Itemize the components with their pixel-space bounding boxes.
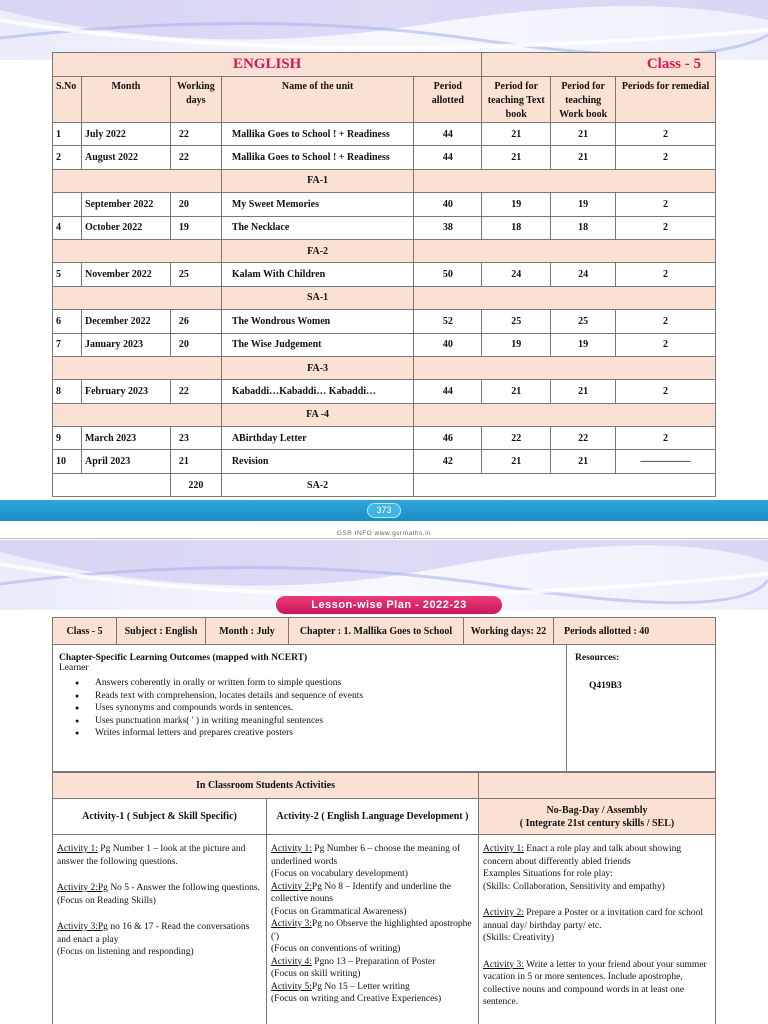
list-item: ● Uses synonyms and compounds words in sentences.: [75, 702, 560, 715]
cell-sno: 8: [53, 380, 82, 403]
table-row: [53, 123, 716, 146]
cell-allotted: 44: [414, 123, 482, 146]
cell-remedial: 2: [616, 380, 716, 403]
cell-month: August 2022: [81, 146, 170, 169]
cell-unit: Kalam With Children: [221, 263, 414, 286]
assessment-empty-cell: [414, 239, 716, 262]
activity2-item1: [271, 843, 474, 868]
cell-days: 22: [170, 380, 221, 403]
class-title: Class - 5: [482, 53, 716, 77]
cell-work: 21: [551, 450, 616, 473]
activity-text: Enact a role play and talk about showing concern about differently abled friends: [483, 844, 682, 867]
lesson-plan-header-row: [52, 617, 716, 645]
cell-allotted: 40: [414, 193, 482, 216]
cell-remedial: 2: [616, 216, 716, 239]
cell-allotted: 52: [414, 310, 482, 333]
activity-focus: (Focus on skill writing): [271, 969, 361, 979]
assessment-label: FA-1: [221, 169, 414, 192]
list-item: ● Writes informal letters and prepares creative posters: [75, 727, 560, 740]
activity1-column: [53, 835, 267, 1024]
table-row: [53, 310, 716, 333]
assessment-empty-cell: [414, 356, 716, 379]
activity-text: Pgno 13 – Preparation of Poster: [311, 956, 436, 967]
column-header: S.No: [53, 77, 82, 123]
cell-remedial: 2: [616, 427, 716, 450]
assessment-label: SA-1: [221, 286, 414, 309]
header-swoosh-decoration: [0, 0, 768, 60]
cell-sno: 2: [53, 146, 82, 169]
month-cell: Month : July: [206, 618, 289, 644]
total-empty-cell: [414, 473, 716, 496]
activity3-item2: [483, 907, 711, 932]
activity-focus: (Focus on vocabulary development): [271, 869, 408, 879]
cell-month: October 2022: [81, 216, 170, 239]
cell-allotted: 46: [414, 427, 482, 450]
cell-allotted: 38: [414, 216, 482, 239]
cell-month: September 2022: [81, 193, 170, 216]
column-header: Name of the unit: [221, 77, 414, 123]
subject-title: ENGLISH: [53, 53, 482, 77]
activity3-item3: [483, 959, 711, 1009]
activity-text: Pg No 15 – Letter writing: [311, 981, 410, 992]
cell-days: 23: [170, 427, 221, 450]
cell-text: 18: [482, 216, 551, 239]
periods-cell: Periods allotted : 40: [564, 625, 650, 637]
table-title-row: [53, 53, 716, 77]
final-assessment-label: SA-2: [221, 473, 414, 496]
assessment-empty-cell: [53, 403, 222, 426]
activity3-item1: [483, 843, 711, 868]
assessment-empty-cell: [53, 286, 222, 309]
cell-unit: Kabaddi…Kabaddi… Kabaddi…: [221, 380, 414, 403]
cell-month: November 2022: [81, 263, 170, 286]
working-days-cell: Working days: 22: [464, 618, 554, 644]
cell-text: 19: [482, 333, 551, 356]
cell-work: 21: [551, 146, 616, 169]
cell-month: January 2023: [81, 333, 170, 356]
cell-text: 24: [482, 263, 551, 286]
cell-days: 22: [170, 123, 221, 146]
activity-text: Pg Number 6 – choose the meaning of underlined words: [271, 844, 461, 867]
learning-outcomes-section: [52, 645, 716, 772]
cell-unit: Mallika Goes to School ! + Readiness: [221, 123, 414, 146]
footer-watermark: GSR INFO www.gsrmaths.in: [336, 530, 432, 537]
activity-label: Activity 2:: [271, 881, 312, 892]
activity-label: Activity 3:: [271, 919, 312, 929]
assessment-label: FA-2: [221, 239, 414, 262]
activity-focus: (Focus on listening and responding): [57, 947, 194, 957]
activity-label: Activity 1:: [271, 844, 312, 854]
assessment-empty-cell: [414, 169, 716, 192]
cell-text: 21: [482, 380, 551, 403]
cell-sno: 10: [53, 450, 82, 473]
assessment-empty-cell: [414, 286, 716, 309]
column-header: Period allotted: [414, 77, 482, 123]
cell-unit: The Wondrous Women: [221, 310, 414, 333]
cell-days: 22: [170, 146, 221, 169]
outcomes-list: [59, 677, 560, 740]
activity2-item2: [271, 881, 474, 906]
activity-focus: (Focus on conventions of writing): [271, 944, 401, 954]
cell-sno: 9: [53, 427, 82, 450]
learning-outcomes-cell: [53, 645, 567, 771]
cell-days: 21: [170, 450, 221, 473]
cell-month: December 2022: [81, 310, 170, 333]
cell-sno: 6: [53, 310, 82, 333]
cell-month: July 2022: [81, 123, 170, 146]
cell-unit: The Necklace: [221, 216, 414, 239]
activity-skills: (Skills: Collaboration, Sensitivity and empathy): [483, 881, 665, 892]
activity-detail: Examples Situations for role play:: [483, 869, 613, 879]
learner-label: Learner: [59, 663, 89, 673]
activity2-item3: [271, 918, 474, 943]
assessment-empty-cell: [53, 356, 222, 379]
table-row: [53, 380, 716, 403]
cell-unit: Mallika Goes to School ! + Readiness: [221, 146, 414, 169]
list-item: ● Answers coherently in orally or written form to simple questions: [75, 677, 560, 690]
activity1-item2: [57, 882, 262, 895]
cell-remedial: 2: [616, 333, 716, 356]
cell-sno: 1: [53, 123, 82, 146]
monthly-schedule-table: [52, 52, 716, 497]
column-header: Period for teaching Text book: [482, 77, 551, 123]
activity-header-row: [52, 799, 716, 835]
table-row: [53, 450, 716, 473]
cell-remedial: 2: [616, 310, 716, 333]
activity-label: Activity 5:: [271, 981, 312, 992]
cell-month: April 2023: [81, 450, 170, 473]
activity-focus: (Focus on Reading Skills): [57, 895, 156, 906]
activity2-item5: [271, 981, 474, 994]
cell-allotted: 40: [414, 333, 482, 356]
outcomes-title: Chapter-Specific Learning Outcomes (mapped with NCERT): [59, 653, 308, 663]
assessment-row: [53, 239, 716, 262]
activity3-column: [479, 835, 715, 1024]
cell-unit: The Wise Judgement: [221, 333, 414, 356]
subject-cell: Subject : English: [117, 618, 206, 644]
cell-sno: 7: [53, 333, 82, 356]
resource-code: Q419B3: [589, 681, 622, 691]
activity3-header: [479, 799, 715, 834]
cell-unit: Revision: [221, 450, 414, 473]
assessment-empty-cell: [53, 239, 222, 262]
cell-sno: 4: [53, 216, 82, 239]
page-number: 373: [367, 503, 401, 518]
activity3-header-line2: ( Integrate 21st century skills / SEL): [519, 817, 675, 829]
activity-text: no 16 & 17 - Read the conversations and enact a play: [57, 922, 250, 945]
class-cell: Class - 5: [53, 618, 117, 644]
cell-allotted: 44: [414, 146, 482, 169]
list-item: ● Reads text with comprehension, locates details and sequence of events: [75, 690, 560, 703]
assessment-row: [53, 286, 716, 309]
table-row: [53, 193, 716, 216]
in-classroom-label: In Classroom Students Activities: [53, 773, 479, 798]
activity-text: Write a letter to your friend about your summer vacation in 5 or more sentences. Include apostrophe, collective nouns and compound words in at least one sentence.: [483, 959, 707, 1007]
cell-allotted: 42: [414, 450, 482, 473]
activity-label: Activity 1:: [483, 844, 524, 854]
assessment-label: FA -4: [221, 403, 414, 426]
table-row: [53, 263, 716, 286]
cell-month: March 2023: [81, 427, 170, 450]
cell-text: 21: [482, 450, 551, 473]
cell-work: 22: [551, 427, 616, 450]
cell-remedial: 2: [616, 123, 716, 146]
cell-work: 18: [551, 216, 616, 239]
column-header: Periods for remedial: [616, 77, 716, 123]
activity-skills: (Skills: Creativity): [483, 933, 554, 943]
cell-days: 26: [170, 310, 221, 333]
cell-text: 22: [482, 427, 551, 450]
table-row: [53, 146, 716, 169]
cell-work: 21: [551, 123, 616, 146]
assessment-row: [53, 169, 716, 192]
assessment-row: [53, 356, 716, 379]
activity-label: Activity 1:: [57, 844, 98, 854]
cell-text: 21: [482, 146, 551, 169]
column-header: Month: [81, 77, 170, 123]
activity2-item4: [271, 956, 474, 969]
assessment-empty-cell: [53, 169, 222, 192]
in-classroom-empty-cell: [479, 773, 715, 798]
cell-days: 25: [170, 263, 221, 286]
activities-body: [52, 835, 716, 1024]
cell-remedial: 2: [616, 146, 716, 169]
cell-days: 19: [170, 216, 221, 239]
table-header-row: [53, 77, 716, 123]
chapter-cell: Chapter : 1. Mallika Goes to School: [289, 618, 464, 644]
cell-text: 25: [482, 310, 551, 333]
cell-text: 21: [482, 123, 551, 146]
cell-unit: ABirthday Letter: [221, 427, 414, 450]
cell-work: 24: [551, 263, 616, 286]
total-days: 220: [170, 473, 221, 496]
column-header: Period for teaching Work book: [551, 77, 616, 123]
activity-label: Activity 2:: [483, 908, 524, 918]
activity-label: Activity 3:Pg: [57, 922, 108, 932]
cell-work: 19: [551, 193, 616, 216]
activity1-header: Activity-1 ( Subject & Skill Specific): [53, 799, 267, 834]
cell-allotted: 44: [414, 380, 482, 403]
table-row: [53, 333, 716, 356]
page-divider: [0, 538, 768, 539]
cell-work: 21: [551, 380, 616, 403]
cell-sno: [53, 193, 82, 216]
cell-days: 20: [170, 333, 221, 356]
activity-focus: (Focus on Grammatical Awareness): [271, 906, 407, 917]
cell-allotted: 50: [414, 263, 482, 286]
activity-label: Activity 4:: [271, 956, 312, 967]
cell-remedial: 2: [616, 263, 716, 286]
cell-text: 19: [482, 193, 551, 216]
activity-label: Activity 3:: [483, 959, 524, 970]
cell-remedial: —————: [616, 450, 716, 473]
in-classroom-header: [52, 772, 716, 799]
assessment-empty-cell: [414, 403, 716, 426]
lesson-plan-title: Lesson-wise Plan - 2022-23: [276, 596, 502, 614]
activity1-item3: [57, 921, 262, 946]
cell-work: 19: [551, 333, 616, 356]
cell-unit: My Sweet Memories: [221, 193, 414, 216]
total-row: [53, 473, 716, 496]
table-row: [53, 427, 716, 450]
cell-sno: 5: [53, 263, 82, 286]
assessment-label: FA-3: [221, 356, 414, 379]
activity2-header: Activity-2 ( English Language Development ): [267, 799, 479, 834]
activity2-column: [267, 835, 479, 1024]
resources-label: Resources:: [575, 653, 620, 663]
activity3-header-line1: No-Bag-Day / Assembly: [546, 804, 648, 816]
activity-text: No 5 - Answer the following questions.: [107, 883, 260, 893]
column-header: Working days: [170, 77, 221, 123]
total-empty-cell: [53, 473, 171, 496]
cell-work: 25: [551, 310, 616, 333]
activity-text: Pg no Observe the highlighted apostrophe ('): [271, 919, 472, 942]
table-row: [53, 216, 716, 239]
activity-text: Prepare a Poster or a invitation card for school annual day/ birthday party/ etc.: [483, 908, 704, 931]
cell-month: February 2023: [81, 380, 170, 403]
cell-remedial: 2: [616, 193, 716, 216]
list-item: ● Uses punctuation marks( ' ) in writing meaningful sentences: [75, 715, 560, 728]
activity-focus: (Focus on writing and Creative Experiences): [271, 994, 442, 1004]
cell-days: 20: [170, 193, 221, 216]
assessment-row: [53, 403, 716, 426]
activity-text: Pg No 8 – Identify and underline the collective nouns: [271, 881, 451, 904]
activity-label: Activity 2:Pg: [57, 883, 108, 893]
activity-text: Pg Number 1 – look at the picture and answer the following questions.: [57, 844, 246, 867]
resources-cell: [567, 645, 715, 699]
activity1-item1: [57, 843, 262, 868]
